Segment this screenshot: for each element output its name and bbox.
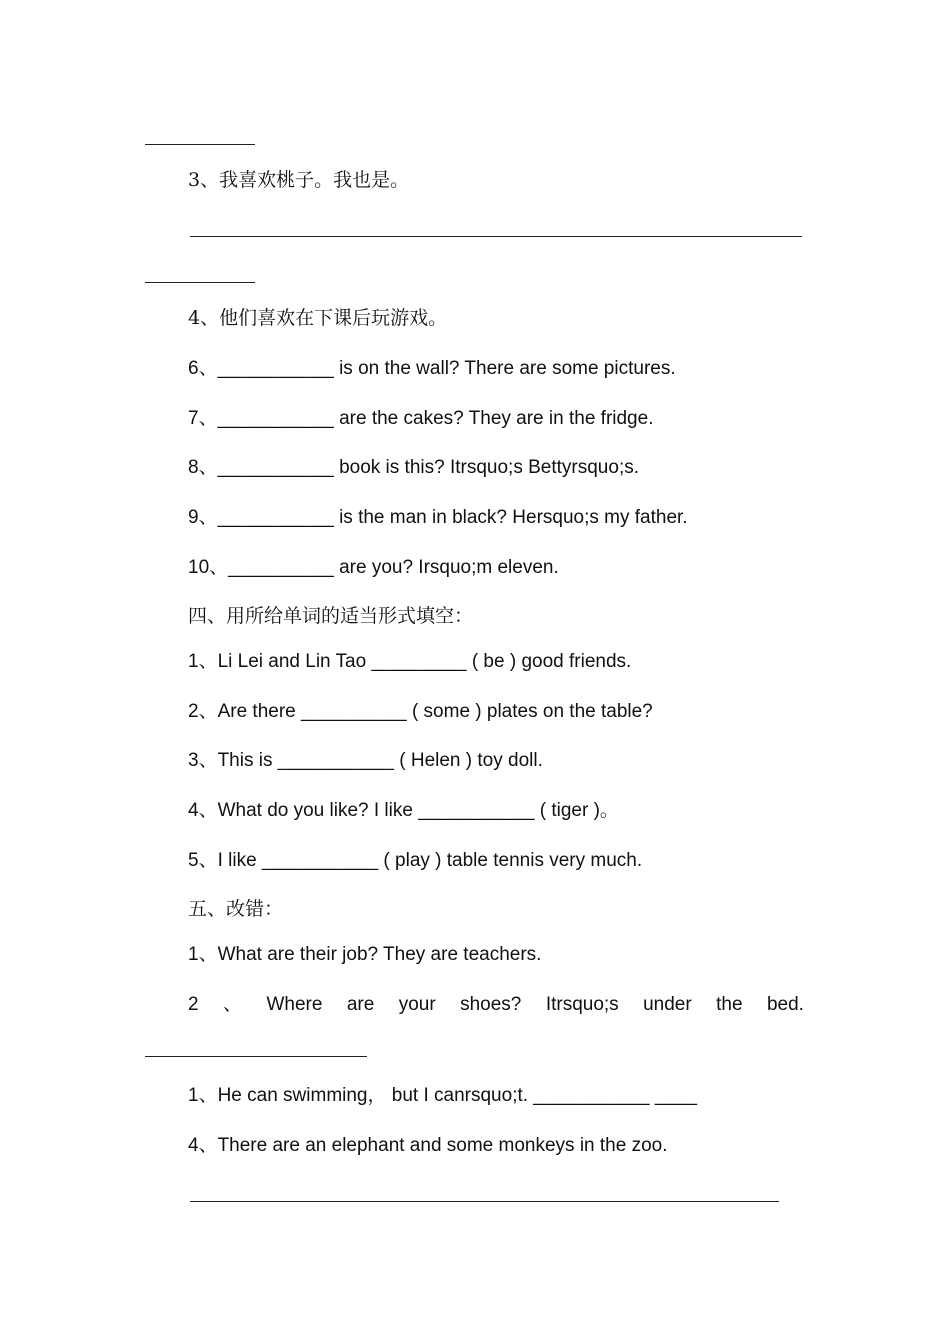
word: the [716, 994, 743, 1015]
word: bed. [766, 994, 804, 1015]
correction-item-1: 1、What are their job? They are teachers. [188, 944, 542, 965]
word: are [346, 994, 375, 1015]
section-5-title: 五、改错： [188, 898, 284, 920]
fill-item-4: 4、What do you like? I like ___________ ( tiger )。 [188, 800, 619, 821]
word: under [643, 994, 692, 1015]
answer-line-long-2 [190, 1201, 779, 1202]
word: shoes? [460, 994, 522, 1015]
fill-item-5: 5、I like ___________ ( play ) table tennis very much. [188, 850, 643, 871]
question-item-8: 8、___________ book is this? Itrsquo;s Bettyrsquo;s. [188, 457, 639, 478]
question-item-9: 9、___________ is the man in black? Hersquo;s my father. [188, 507, 688, 528]
answer-line-short-1 [145, 144, 255, 145]
correction-item-4: 4、There are an elephant and some monkeys in the zoo. [188, 1135, 668, 1156]
translation-item-4: 4、他们喜欢在下课后玩游戏。 [188, 307, 448, 329]
answer-line-short-2 [145, 282, 255, 283]
word: your [398, 994, 436, 1015]
word: 2 [188, 994, 199, 1015]
question-item-10: 10、__________ are you? Irsquo;m eleven. [188, 557, 559, 578]
answer-line-long-1 [190, 236, 802, 237]
word: Where [266, 994, 323, 1015]
word: 、 [223, 994, 243, 1015]
fill-item-2: 2、Are there __________ ( some ) plates on the table? [188, 701, 653, 722]
section-4-title: 四、用所给单词的适当形式填空： [188, 605, 474, 627]
correction-item-2 [188, 993, 804, 1017]
fill-item-1: 1、Li Lei and Lin Tao _________ ( be ) good friends. [188, 651, 632, 672]
fill-item-3: 3、This is ___________ ( Helen ) toy doll. [188, 750, 543, 771]
translation-item-3: 3、我喜欢桃子。我也是。 [188, 169, 410, 191]
word: Itrsquo;s [545, 994, 619, 1015]
question-item-6: 6、___________ is on the wall? There are some pictures. [188, 358, 676, 379]
answer-line-medium-1 [145, 1056, 367, 1057]
question-item-7: 7、___________ are the cakes? They are in the fridge. [188, 408, 654, 429]
correction-item-3: 1、He can swimming， but I canrsquo;t. ___________ ____ [188, 1085, 698, 1106]
